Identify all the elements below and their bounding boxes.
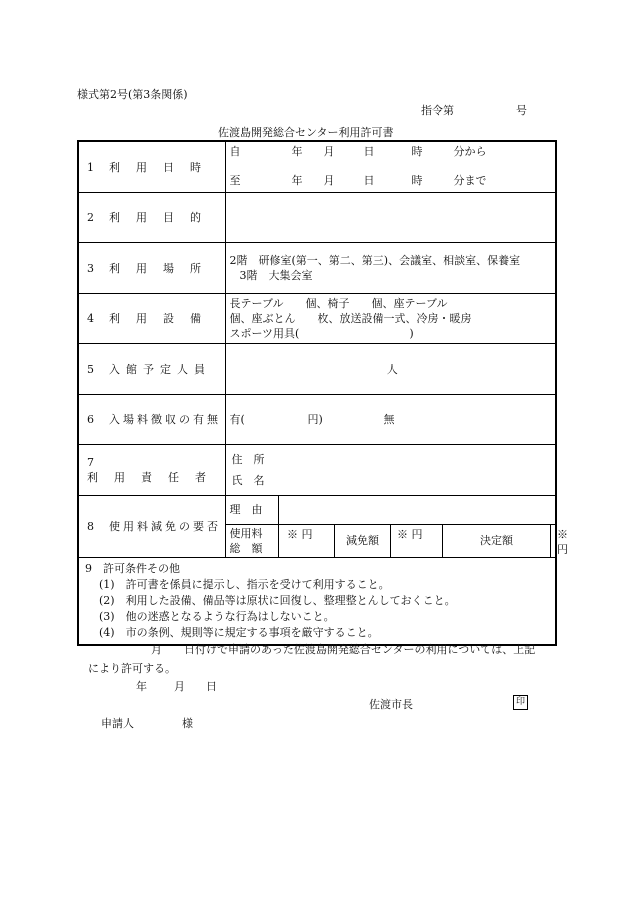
- issue-date-month: 月: [174, 680, 185, 693]
- label-usage-equipment: 4 利用設備: [78, 294, 225, 344]
- approval-statement-line1: 月 日付けで申請のあった佐渡島開発総合センターの利用については、上記: [151, 643, 536, 656]
- seal-stamp-box: 印: [513, 695, 528, 710]
- condition-item-2: (2) 利用した設備、備品等は原状に回復し、整理整とんしておくこと。: [99, 594, 456, 607]
- exemption-reason-field[interactable]: [279, 496, 556, 524]
- attendees-field[interactable]: [225, 344, 556, 395]
- reduction-field[interactable]: ※ 円: [391, 524, 443, 557]
- order-number-prefix: 指令第: [421, 104, 454, 117]
- mayor-title: 佐渡市長: [369, 698, 413, 711]
- condition-item-4: (4) 市の条例、規則等に規定する事項を厳守すること。: [99, 626, 379, 639]
- row-responsible-person: [78, 445, 556, 496]
- row-attendees: [78, 344, 556, 395]
- fee-yen: 円): [307, 413, 323, 426]
- order-number-suffix: 号: [516, 104, 527, 117]
- form-number: 様式第2号(第3条関係): [77, 88, 188, 101]
- label-usage-place: 3 利用場所: [78, 243, 225, 294]
- conditions-heading: 9 許可条件その他: [85, 562, 180, 575]
- equipment-line-1: 長テーブル 個、椅子 個、座テーブル: [229, 297, 448, 310]
- row-conditions: [78, 558, 556, 646]
- usage-place-field[interactable]: [225, 243, 556, 294]
- attendees-unit: 人: [386, 362, 398, 376]
- label-attendees: 5 入館予定人員: [78, 344, 225, 395]
- equipment-line-2: 個、座ぶとん 枚、放送設備一式、冷房・暖房: [229, 312, 472, 325]
- row-usage-purpose: [78, 193, 556, 243]
- issue-date-day: 日: [206, 680, 217, 693]
- condition-item-3: (3) 他の迷惑となるような行為はしないこと。: [99, 610, 335, 623]
- row-usage-place: [78, 243, 556, 294]
- applicant-label: 申請人: [101, 717, 134, 730]
- total-fee-field[interactable]: ※ 円: [279, 524, 335, 557]
- usage-equipment-field[interactable]: [225, 294, 556, 344]
- row-usage-equipment: [78, 294, 556, 344]
- decided-field[interactable]: ※ 円: [551, 524, 556, 557]
- row-admission-fee: [78, 395, 556, 445]
- label-admission-fee: 6 入場料徴収の有無: [78, 395, 225, 445]
- permit-form-table: [77, 140, 568, 646]
- row-usage-datetime: [78, 141, 556, 193]
- row-fee-exemption: [78, 496, 556, 558]
- applicant-honorific: 様: [182, 717, 193, 730]
- equipment-line-3: スポーツ用具( ): [229, 327, 414, 340]
- conditions-block: [78, 558, 556, 646]
- responsible-name: 氏 名: [231, 474, 265, 487]
- usage-purpose-field[interactable]: [225, 193, 556, 243]
- responsible-person-field[interactable]: [225, 445, 556, 496]
- place-floor2: 2階 研修室(第一、第二、第三)、会議室、相談室、保養室: [229, 254, 521, 267]
- label-usage-purpose: 2 利用目的: [78, 193, 225, 243]
- approval-statement-line2: により許可する。: [88, 662, 176, 675]
- document-title: 佐渡島開発総合センター利用許可書: [218, 126, 394, 139]
- fee-yes: 有(: [229, 413, 245, 426]
- fee-exemption-field: [225, 496, 568, 558]
- label-usage-datetime: 1 利用日時: [78, 141, 225, 193]
- fee-no: 無: [383, 413, 395, 426]
- usage-datetime-field[interactable]: [225, 141, 556, 193]
- label-fee-exemption: 8 使用料減免の要否: [78, 496, 225, 558]
- datetime-to-line: 至 年 月 日 時 分まで: [229, 174, 487, 187]
- condition-item-1: (1) 許可書を係員に提示し、指示を受けて利用すること。: [99, 578, 390, 591]
- responsible-address: 住 所: [231, 453, 265, 466]
- exemption-reason-label: 理 由: [226, 496, 279, 524]
- datetime-from-line: 自 年 月 日 時 分から: [229, 145, 487, 158]
- total-fee-label: 使用料 総 額: [226, 524, 279, 557]
- issue-date-year: 年: [136, 680, 147, 693]
- label-responsible-person: 7利用責任者: [78, 445, 225, 496]
- decided-label: 決定額: [443, 524, 551, 557]
- reduction-label: 減免額: [335, 524, 391, 557]
- exemption-subtable: [226, 496, 568, 557]
- place-floor3: 3階 大集会室: [239, 269, 313, 282]
- admission-fee-field[interactable]: [225, 395, 556, 445]
